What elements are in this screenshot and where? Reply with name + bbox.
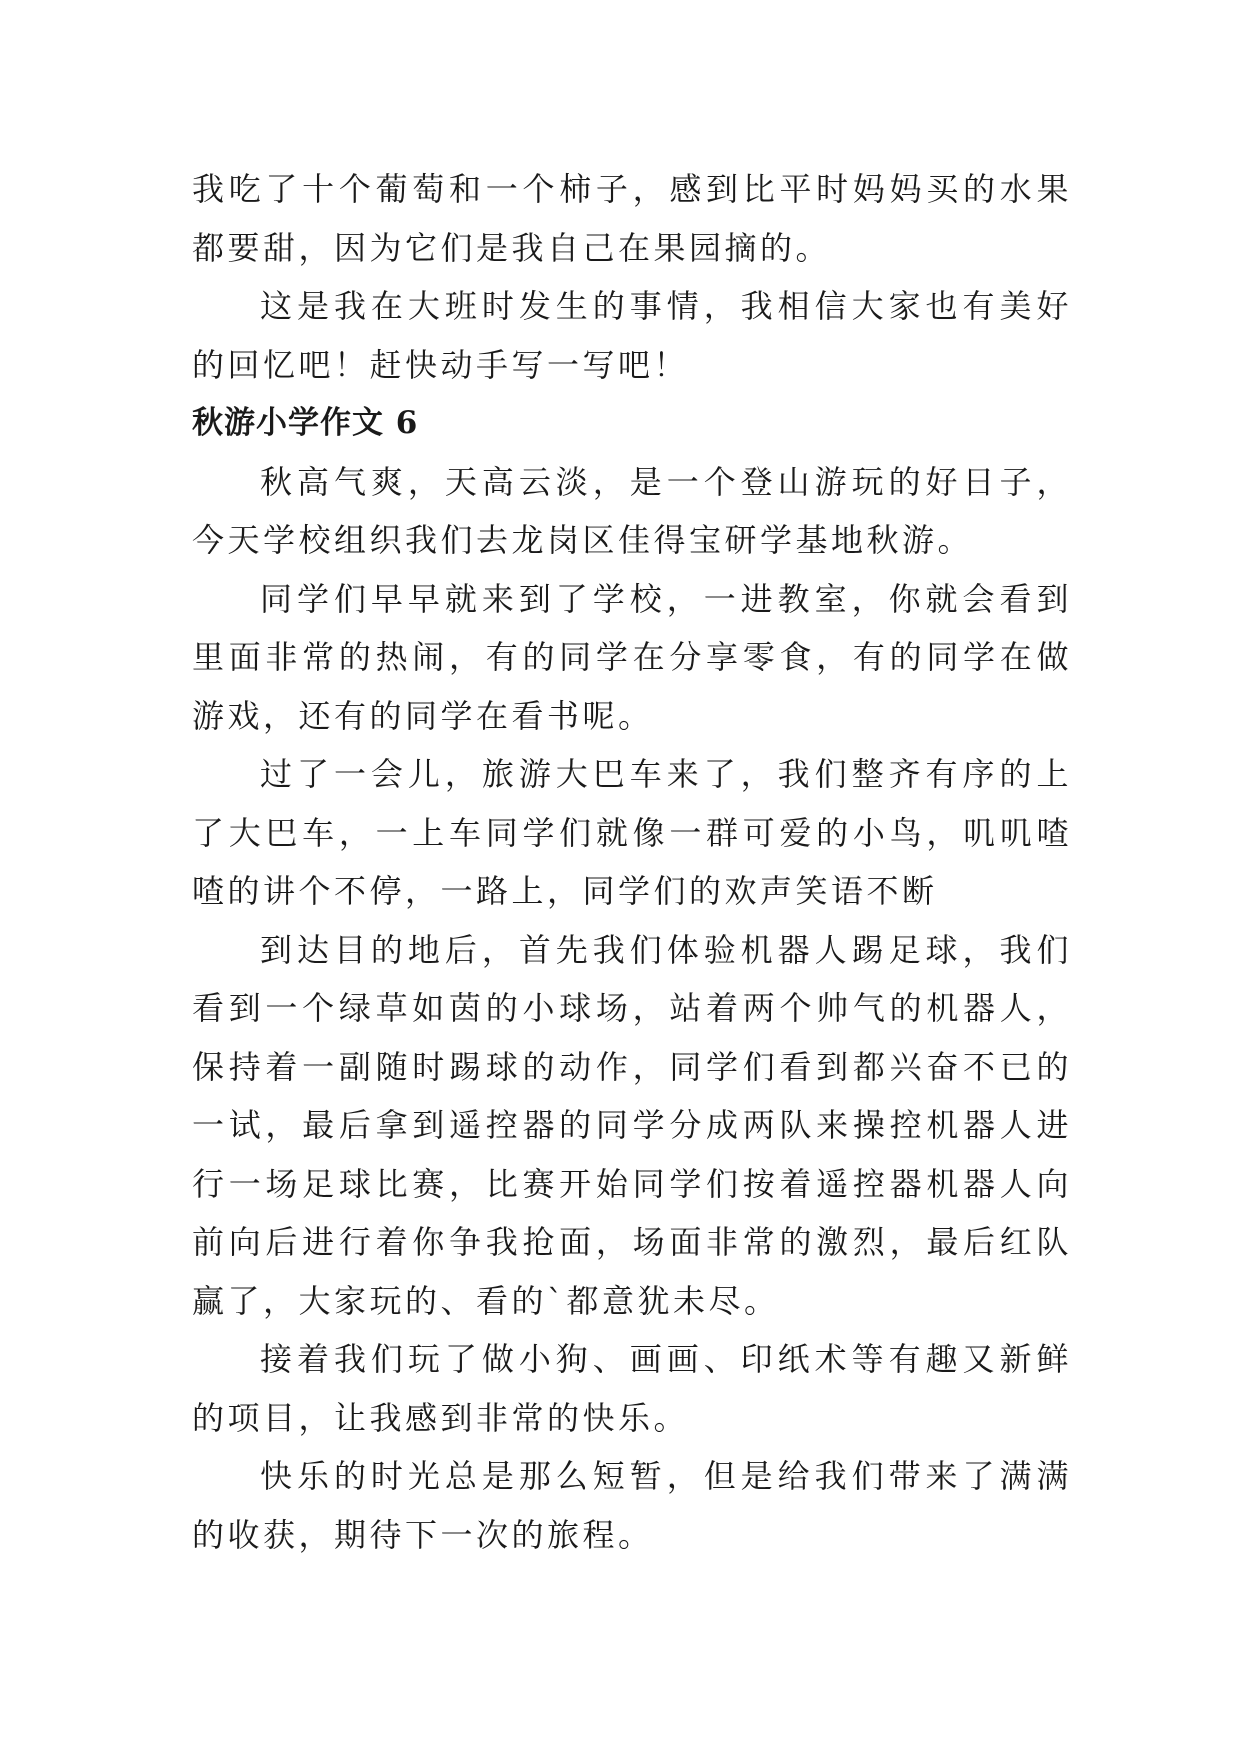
paragraph-classroom: 同学们早早就来到了学校，一进教室，你就会看到里面非常的热闹，有的同学在分享零食，有的同学在做游戏，还有的同学在看书呢。 — [192, 579, 1072, 735]
paragraph-grapes: 我吃了十个葡萄和一个柿子，感到比平时妈妈买的水果都要甜，因为它们是我自己在果园摘的。 — [192, 170, 1072, 267]
paragraph-activities: 接着我们玩了做小狗、画画、印纸术等有趣又新鲜的项目，让我感到非常的快乐。 — [192, 1340, 1072, 1437]
paragraph-bus: 过了一会儿，旅游大巴车来了，我们整齐有序的上了大巴车，一上车同学们就像一群可爱的小鸟，叽叽喳喳的讲个不停，一路上，同学们的欢声笑语不断 — [192, 755, 1072, 910]
paragraph-kindergarten-memory: 这是我在大班时发生的事情，我相信大家也有美好的回忆吧！赶快动手写一写吧！ — [192, 287, 1072, 384]
paragraph-robot-soccer: 到达目的地后，首先我们体验机器人踢足球，我们看到一个绿草如茵的小球场，站着两个帅气的机器人，保持着一副随时踢球的动作，同学们看到都兴奋不已的一试，最后拿到遥控器的同学分成两队来操控机器人进行一场足球比赛，比赛开始同学们按着遥控器机器人向前向后进行着你争我抢面，场面非常的激烈，最后红队赢了，大家玩的、看的`都意犹未尽。 — [192, 930, 1072, 1320]
document-page — [192, 160, 1072, 1564]
paragraph-conclusion: 快乐的时光总是那么短暂，但是给我们带来了满满的收获，期待下一次的旅程。 — [192, 1457, 1072, 1554]
section-title: 秋游小学作文 6 — [192, 405, 419, 441]
paragraph-autumn-day: 秋高气爽，天高云淡，是一个登山游玩的好日子，今天学校组织我们去龙岗区佳得宝研学基地秋游。 — [192, 462, 1072, 559]
